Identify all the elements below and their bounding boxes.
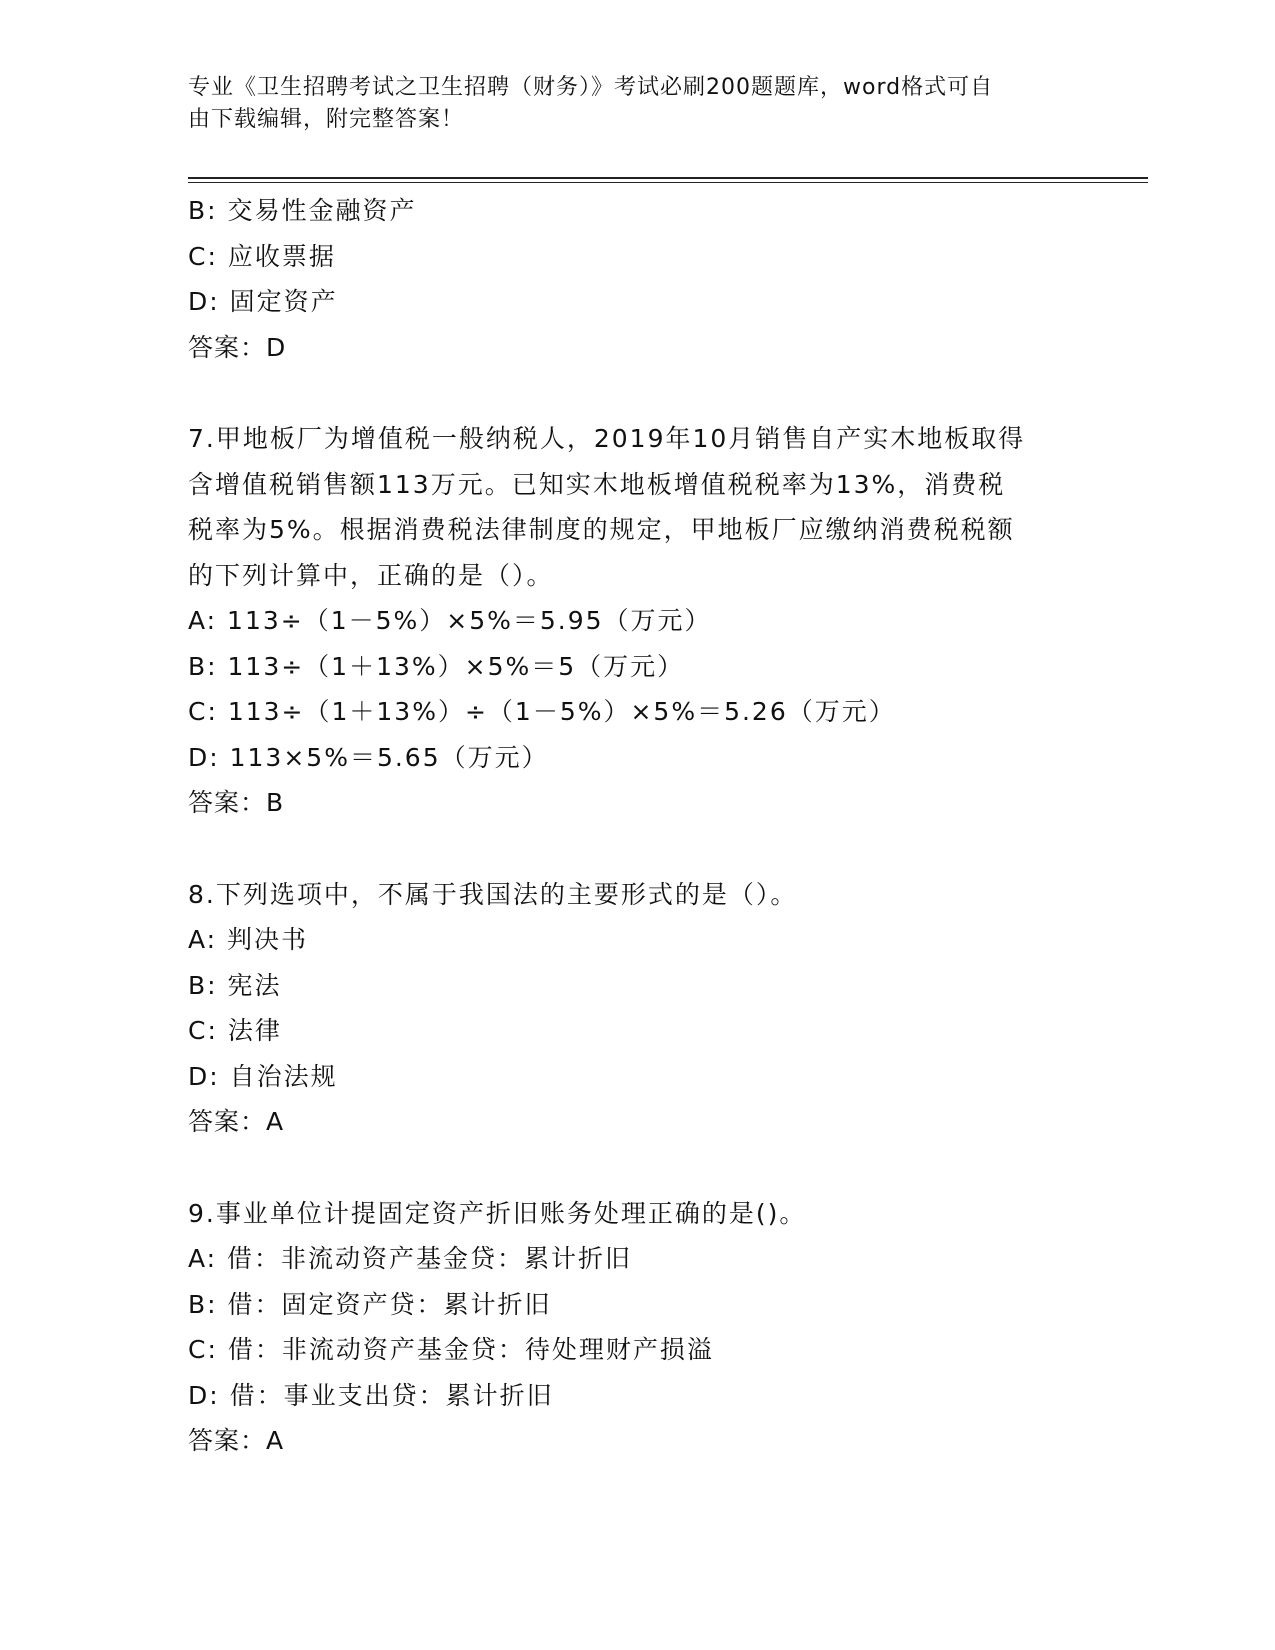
q8-stem: 8.下列选项中，不属于我国法的主要形式的是（）。 — [188, 879, 798, 909]
q6-option-d: D: 固定资产 — [188, 287, 338, 316]
q8-option-b: B: 宪法 — [188, 970, 282, 1000]
q7-option-d: D: 113×5%＝5.65（万元） — [188, 742, 549, 772]
q9-option-a: A: 借：非流动资产基金贷：累计折旧 — [188, 1244, 633, 1273]
q7-stem-line-3: 税率为5%。根据消费税法律制度的规定，甲地板厂应缴纳消费税税额 — [188, 515, 1015, 544]
q7-answer: 答案：B — [188, 788, 285, 817]
q7-stem-line-1: 7.甲地板厂为增值税一般纳税人，2019年10月销售自产实木地板取得 — [188, 424, 1026, 453]
question-content — [188, 188, 1088, 1464]
q7-option-b: B: 113÷（1＋13%）×5%＝5（万元） — [188, 651, 685, 681]
q7-stem-line-2: 含增值税销售额113万元。已知实木地板增值税税率为13%，消费税 — [188, 469, 1006, 499]
q8-answer: 答案：A — [188, 1107, 285, 1136]
q9-option-c: C: 借：非流动资产基金贷：待处理财产损溢 — [188, 1335, 714, 1364]
q8-option-c: C: 法律 — [188, 1016, 282, 1045]
q6-option-b: B: 交易性金融资产 — [188, 196, 417, 225]
spacer — [188, 370, 1088, 416]
q8-option-d: D: 自治法规 — [188, 1061, 338, 1091]
q9-option-b: B: 借：固定资产贷：累计折旧 — [188, 1289, 552, 1319]
header-divider-thick — [188, 177, 1148, 179]
question-8 — [188, 872, 1088, 1145]
document-header — [188, 72, 1068, 136]
question-9 — [188, 1191, 1088, 1464]
q9-stem: 9.事业单位计提固定资产折旧账务处理正确的是()。 — [188, 1198, 807, 1228]
spacer — [188, 1145, 1088, 1191]
question-7 — [188, 416, 1088, 826]
q7-stem-line-4: 的下列计算中，正确的是（）。 — [188, 560, 554, 590]
q6-option-c: C: 应收票据 — [188, 241, 336, 271]
q7-option-a: A: 113÷（1－5%）×5%＝5.95（万元） — [188, 606, 712, 635]
spacer — [188, 826, 1088, 872]
q7-option-c: C: 113÷（1＋13%）÷（1－5%）×5%＝5.26（万元） — [188, 697, 896, 726]
q9-option-d: D: 借：事业支出贷：累计折旧 — [188, 1380, 554, 1410]
header-line-1: 专业《卫生招聘考试之卫生招聘（财务）》考试必刷200题题库，word格式可自 — [188, 75, 994, 100]
q9-answer: 答案：A — [188, 1426, 285, 1455]
q8-option-a: A: 判决书 — [188, 925, 309, 954]
header-line-2: 由下载编辑，附完整答案！ — [188, 107, 465, 132]
q6-answer: 答案：D — [188, 332, 287, 362]
question-6-tail — [188, 188, 1088, 370]
header-divider-thin — [188, 182, 1148, 183]
